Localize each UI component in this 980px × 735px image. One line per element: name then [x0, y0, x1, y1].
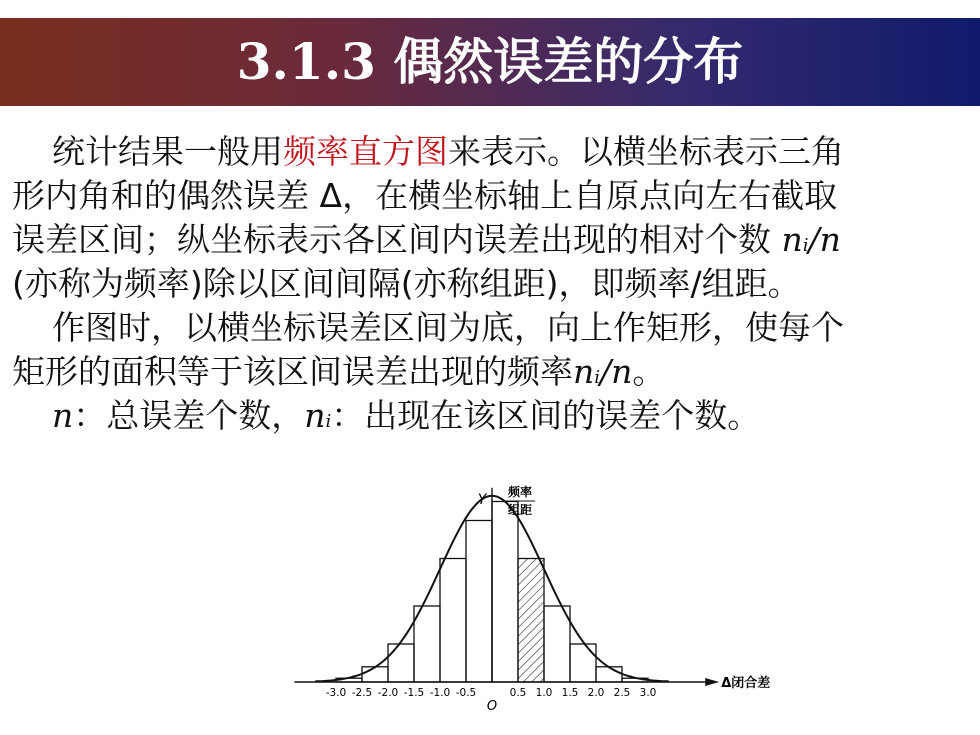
histogram-bar-hatched	[518, 559, 544, 683]
x-tick-label: 0.5	[509, 687, 527, 699]
x-tick-label: -0.5	[455, 687, 477, 699]
histogram-figure	[290, 482, 770, 732]
para2-line1: 作图时，以横坐标误差区间为底，向上作矩形，使每个	[52, 308, 844, 347]
histogram-bar	[570, 644, 596, 682]
histogram-bar	[492, 502, 518, 683]
x-tick-label: 2.0	[587, 687, 605, 699]
x-tick-label: 2.5	[613, 687, 631, 699]
x-tick-label: -3.0	[325, 687, 347, 699]
var-n: n	[781, 220, 803, 259]
var-i: i	[325, 411, 332, 432]
highlight-term: 频率直方图	[283, 132, 448, 171]
para2-line2	[12, 350, 972, 394]
var-n: n	[573, 352, 595, 391]
slide-body	[12, 130, 972, 438]
histogram-bar	[388, 644, 414, 682]
origin-label: O	[486, 699, 498, 714]
var-i: i	[802, 235, 809, 256]
text: 误差区间；纵坐标表示各区间内误差出现的相对个数	[12, 220, 782, 259]
x-tick-label: 3.0	[639, 687, 657, 699]
var-n: n	[304, 396, 326, 435]
para1-line3	[12, 218, 972, 262]
para1-line4: (亦称为频率)除以区间间隔(亦称组距)，即频率/组距。	[12, 264, 801, 303]
text: ：出现在该区间的误差个数。	[331, 396, 761, 435]
y-fraction-bottom: 组距	[507, 503, 533, 517]
x-tick-label: -2.5	[351, 687, 373, 699]
para1-line2: 形内角和的偶然误差 Δ，在横坐标轴上自原点向左右截取	[12, 176, 838, 215]
x-axis-label: Δ闭合差	[721, 676, 770, 691]
histogram-bar	[544, 606, 570, 682]
var-n: n	[819, 220, 841, 259]
var-n: n	[611, 352, 633, 391]
histogram-bar	[414, 606, 440, 682]
text: 来表示。以横坐标表示三角	[448, 132, 844, 171]
x-tick-label: 1.0	[535, 687, 553, 699]
histogram-bar	[596, 667, 622, 682]
slash: /	[808, 220, 820, 259]
text: 。	[632, 352, 666, 391]
x-tick-label: 1.5	[561, 687, 579, 699]
x-tick-label: -1.5	[403, 687, 425, 699]
slide-title: 3.1.3 偶然误差的分布	[236, 32, 744, 91]
histogram-bar	[362, 667, 388, 682]
slash: /	[600, 352, 612, 391]
histogram-bar	[466, 521, 492, 683]
y-fraction-top: 频率	[507, 485, 533, 499]
text: 统计结果一般用	[52, 132, 283, 171]
x-axis-arrow	[705, 678, 719, 686]
text: ：总误差个数，	[73, 396, 305, 435]
x-tick-label: -2.0	[377, 687, 399, 699]
x-tick-label: -1.0	[429, 687, 451, 699]
var-i: i	[594, 367, 601, 388]
para1-line1	[12, 130, 972, 174]
histogram-bar	[440, 559, 466, 683]
var-n: n	[52, 396, 74, 435]
text: 矩形的面积等于该区间误差出现的频率	[12, 352, 573, 391]
para3-line1	[12, 394, 972, 438]
y-axis-label: Y	[477, 492, 487, 508]
